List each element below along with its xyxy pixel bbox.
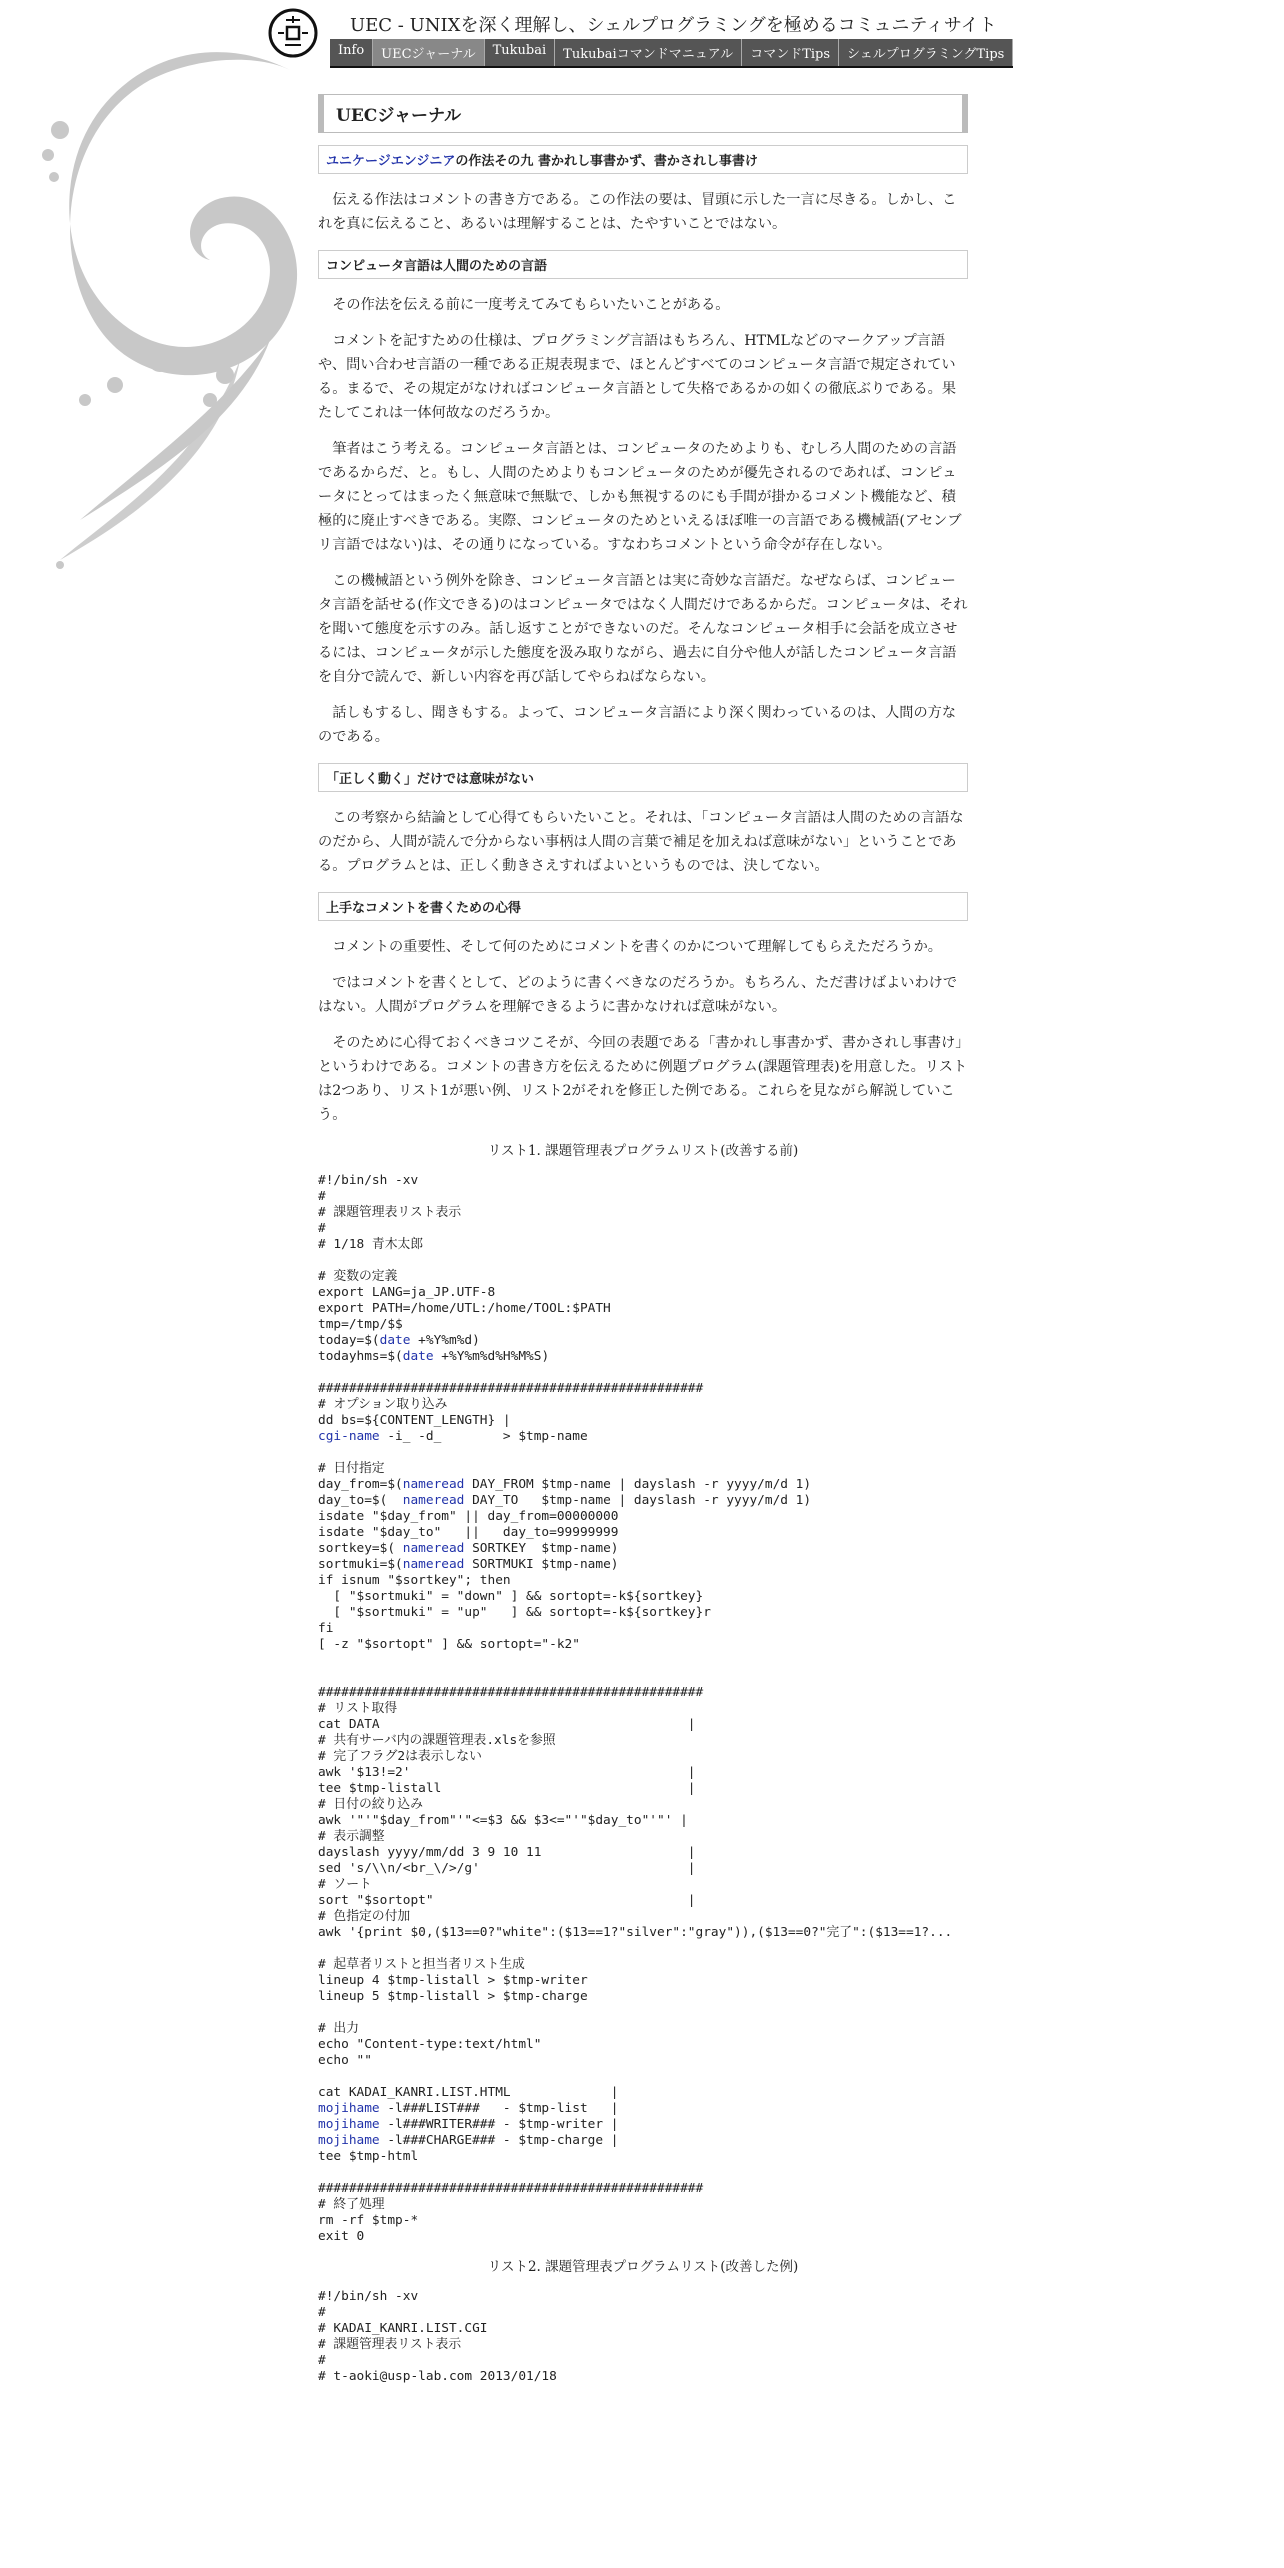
code-keyword: mojihame [318, 2117, 380, 2132]
code-keyword: nameread [402, 1477, 465, 1492]
page-title: UECジャーナル [318, 94, 968, 133]
list1-caption: リスト1. 課題管理表プログラムリスト(改善する前) [487, 1143, 799, 1159]
tab-tukubai-manual[interactable]: Tukubaiコマンドマニュアル [555, 39, 742, 66]
paragraph: 筆者はこう考える。コンピュータ言語とは、コンピュータのためよりも、むしろ人間のための言語であるからだ、と。もし、人間のためよりもコンピュータのためが優先されるのであれば、コンピュータにとってはまったく無意味で無駄で、しかも無視するのにも手間が掛かるコメント機能など、積極的に廃止すべきである。実際、コンピュータのためといえるほぼ唯一の言語である機械語(アセンブリ言語ではない)は、その通りになっている。すなわちコメントという命令が存在しない。 [318, 441, 962, 553]
decorative-swirl-icon [40, 40, 330, 580]
list2-code-block: #!/bin/sh -xv # # KADAI_KANRI.LIST.CGI # 課題管理表リスト表示 # # t-aoki@usp-lab.com 2013/01/18 [318, 2289, 557, 2384]
tab-uec-journal[interactable]: UECジャーナル [373, 39, 484, 66]
article [318, 94, 968, 2395]
section-heading-2: 「正しく動く」だけでは意味がない [318, 763, 968, 792]
paragraph: そのために心得ておくべきコツこそが、今回の表題である「書かれし事書かず、書かされし事書け」というわけである。コメントの書き方を伝えるために例題プログラム(課題管理表)を用意した。リストは2つあり、リスト1が悪い例、リスト2がそれを修正した例である。これらを見ながら解説していこう。 [318, 1035, 968, 1123]
paragraph: この機械語という例外を除き、コンピュータ言語とは実に奇妙な言語だ。なぜならば、コンピュータ言語を話せる(作文できる)のはコンピュータではなく人間だけであるからだ。コンピュータは、それを聞いて態度を示すのみ。話し返すことができないのだ。そんなコンピュータ相手に会話を成立させるには、コンピュータが示した態度を汲み取りながら、過去に自分や他人が話したコンピュータ言語を自分で読んで、新しい内容を再び話してやらねばならない。 [318, 573, 968, 685]
code-keyword: mojihame [318, 2101, 380, 2116]
code-keyword: nameread [402, 1557, 465, 1572]
site-title: UEC - UNIXを深く理解し、シェルプログラミングを極めるコミュニティサイト [350, 15, 997, 36]
paragraph: その作法を伝える前に一度考えてみてもらいたいことがある。 [332, 297, 730, 313]
code-keyword: nameread [402, 1541, 465, 1556]
paragraph: コメントの重要性、そして何のためにコメントを書くのかについて理解してもらえただろうか。 [332, 939, 942, 955]
unicage-engineer-link[interactable]: ユニケージエンジニア [326, 154, 456, 169]
list1-code-block: #!/bin/sh -xv # # 課題管理表リスト表示 # # 1/18 青木太郎 # 変数の定義 export LANG=ja_JP.UTF-8 export PATH=/home/UTL:/home/TOOL:$PATH tmp=/tmp/$$ today=$(date +%Y%m%d) todayhms=$(date +%Y%m%d%H%M%S) ################################################## # オプション取り込み dd bs=${CONTENT_LENGTH} | cgi-name -i_ -d_ > $tmp-name # 日付指定 day_from=$(nameread DAY_FROM $tmp-name | dayslash -r yyyy/m/d 1) day_to=$( nameread DAY_TO $tmp-name | dayslash -r yyyy/m/d 1) isdate "$day_from" || day_from=00000000 isdate "$day_to" || day_to=99999999 sortkey=$( nameread SORTKEY $tmp-name) sortmuki=$(nameread SORTMUKI $tmp-name) if isnum "$sortkey"; then [ "$sortmuki" = "down" ] && sortopt=-k${sortkey} [ "$sortmuki" = "up" ] && sortopt=-k${sortkey}r fi [ -z "$sortopt" ] && sortopt="-k2" ################################################## # リスト取得 cat DATA | # 共有サーバ内の課題管理表.xlsを参照 # 完了フラグ2は表示しない awk '$13!=2' | tee $tmp-listall | # 日付の絞り込み awk '"'"$day_from"'"<=$3 && $3<="'"$day_to"'"' | # 表示調整 dayslash yyyy/mm/dd 3 9 10 11 | sed 's/\\n/<br_\/>/g' | # ソート sort "$sortopt" | # 色指定の付加 awk '{print $0,($13==0?"white":($13==1?"silver":"gray")),($13==0?"完了":($13==1?... # 起草者リストと担当者リスト生成 lineup 4 $tmp-listall > $tmp-writer lineup 5 $tmp-listall > $tmp-charge # 出力 echo "Content-type:text/html" echo "" cat KADAI_KANRI.LIST.HTML | mojihame -l###LIST### - $tmp-list | mojihame -l###WRITER### - $tmp-writer | mojihame -l###CHARGE### - $tmp-charge | tee $tmp-html ################################################## # 終了処理 rm -rf $tmp-* exit 0 [318, 1173, 953, 2244]
tab-tukubai[interactable]: Tukubai [485, 39, 556, 66]
tab-info[interactable]: Info [330, 39, 373, 66]
intro-paragraph: 伝える作法はコメントの書き方である。この作法の要は、冒頭に示した一言に尽きる。しかし、これを真に伝えること、あるいは理解することは、たやすいことではない。 [318, 192, 957, 232]
code-keyword: mojihame [318, 2133, 380, 2148]
code-keyword: date [402, 1349, 434, 1364]
tab-command-tips[interactable]: コマンドTips [742, 39, 839, 66]
section-heading-3: 上手なコメントを書くための心得 [318, 892, 968, 921]
site-logo-icon[interactable] [268, 8, 318, 58]
site-header [268, 8, 1020, 63]
section-heading-1: コンピュータ言語は人間のための言語 [318, 250, 968, 279]
code-keyword: cgi-name [318, 1429, 380, 1444]
paragraph: この考察から結論として心得てもらいたいこと。それは、「コンピュータ言語は人間のための言語なのだから、人間が読んで分からない事柄は人間の言葉で補足を加えねば意味がない」ということである。プログラムとは、正しく動きさえすればよいというものでは、決してない。 [318, 810, 964, 874]
paragraph: 話しもするし、聞きもする。よって、コンピュータ言語により深く関わっているのは、人間の方なのである。 [318, 705, 957, 745]
list2-caption: リスト2. 課題管理表プログラムリスト(改善した例) [487, 2259, 799, 2275]
subtitle-text: の作法その九 書かれし事書かず、書かされし事書け [455, 154, 758, 169]
paragraph: コメントを記すための仕様は、プログラミング言語はもちろん、HTMLなどのマークアップ言語や、問い合わせ言語の一種である正規表現まで、ほとんどすべてのコンピュータ言語で規定されている。まるで、その規定がなければコンピュータ言語として失格であるかの如くの徹底ぶりである。果たしてこれは一体何故なのだろうか。 [318, 333, 957, 421]
article-subtitle [318, 145, 968, 174]
tab-shell-tips[interactable]: シェルプログラミングTips [839, 39, 1013, 66]
code-keyword: nameread [402, 1493, 465, 1508]
paragraph: ではコメントを書くとして、どのように書くべきなのだろうか。もちろん、ただ書けばよいわけではない。人間がプログラムを理解できるように書かなければ意味がない。 [318, 975, 958, 1015]
main-nav [330, 39, 1013, 68]
code-keyword: date [379, 1333, 411, 1348]
